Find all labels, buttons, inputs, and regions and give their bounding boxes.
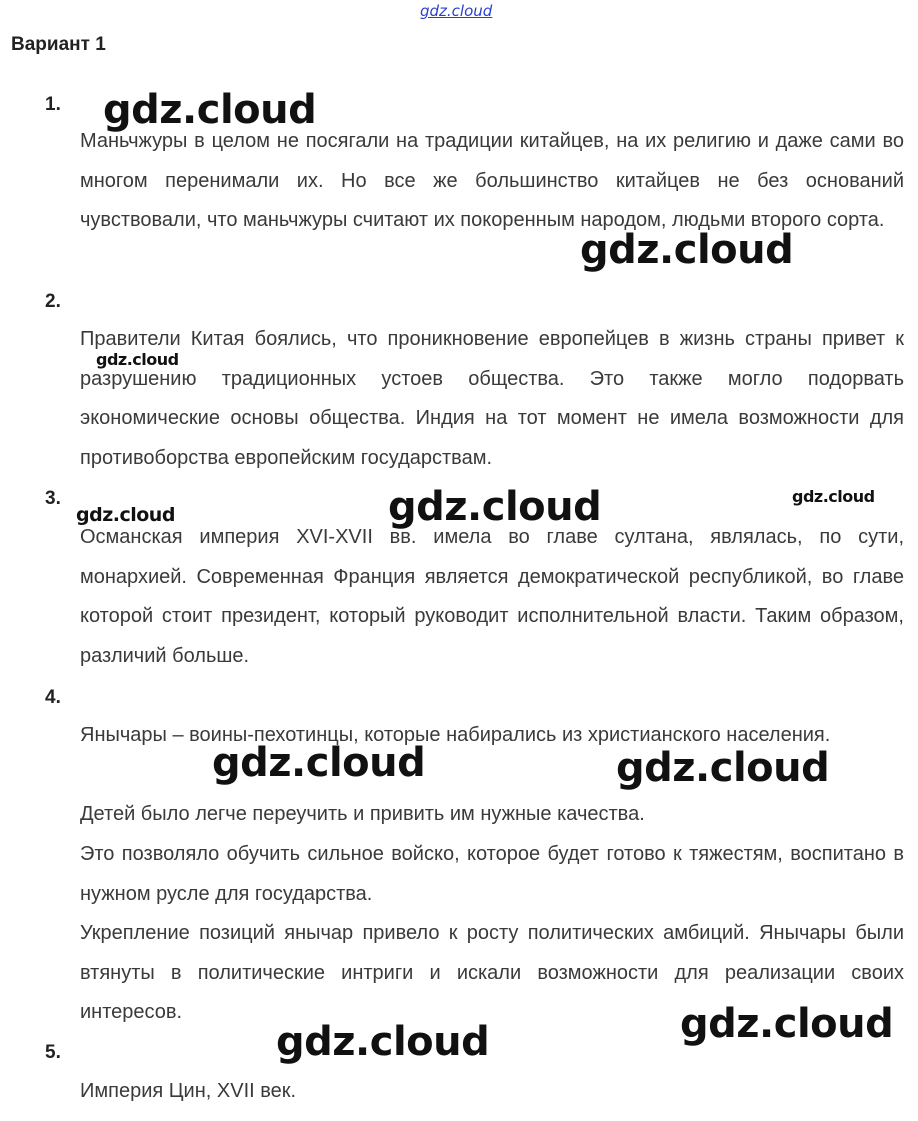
answer-number-2: 2.	[45, 291, 61, 312]
watermark: gdz.cloud	[580, 227, 794, 273]
answer-number-3: 3.	[45, 488, 61, 509]
watermark: gdz.cloud	[76, 504, 175, 526]
watermark: gdz.cloud	[792, 487, 875, 506]
answer-text-5: Империя Цин, XVII век.	[80, 1080, 297, 1102]
answer-number-5: 5.	[45, 1042, 61, 1063]
watermark: gdz.cloud	[103, 87, 317, 133]
answer-text-2: Правители Китая боялись, что проникновение европейцев в жизнь страны привет к разрушению традиционных устоев общества. Это также могло подорвать экономические основы общества. Индия на тот момент не имела возможности для противоборства европейским государствам.	[80, 328, 904, 469]
answer-4-paragraph-3: Это позволяло обучить сильное войско, которое будет готово к тяжестям, воспитано в нужном русле для государства.	[80, 843, 904, 905]
watermark: gdz.cloud	[388, 484, 602, 530]
watermark: gdz.cloud	[212, 740, 426, 786]
answer-text-3: Османская империя XVI-XVII вв. имела во главе султана, являлась, по сути, монархией. Современная Франция является демократической республикой, во главе которой стоит президент, который руководит исполнительной власти. Таким образом, различий больше.	[80, 526, 904, 667]
answer-4-paragraph-1: Янычары – воины-пехотинцы, которые набирались из христианского населения.	[80, 724, 831, 746]
watermark: gdz.cloud	[276, 1019, 490, 1065]
answer-4-paragraph-2: Детей было легче переучить и привить им нужные качества.	[80, 803, 645, 825]
watermark: gdz.cloud	[96, 350, 179, 369]
variant-title: Вариант 1	[11, 34, 106, 55]
answer-number-1: 1.	[45, 94, 61, 115]
answer-4-paragraph-4: Укрепление позиций янычар привело к росту политических амбиций. Янычары были втянуты в политические интриги и искали возможности для реализации своих интересов.	[80, 922, 904, 1023]
answer-text-1: Маньчжуры в целом не посягали на традиции китайцев, на их религию и даже сами во многом перенимали их. Но все же большинство китайцев не без оснований чувствовали, что маньчжуры считают их покоренным народом, людьми второго сорта.	[80, 130, 904, 231]
site-mark[interactable]: gdz.cloud	[420, 2, 493, 20]
answer-number-4: 4.	[45, 687, 61, 708]
watermark: gdz.cloud	[680, 1001, 894, 1047]
watermark: gdz.cloud	[616, 745, 830, 791]
